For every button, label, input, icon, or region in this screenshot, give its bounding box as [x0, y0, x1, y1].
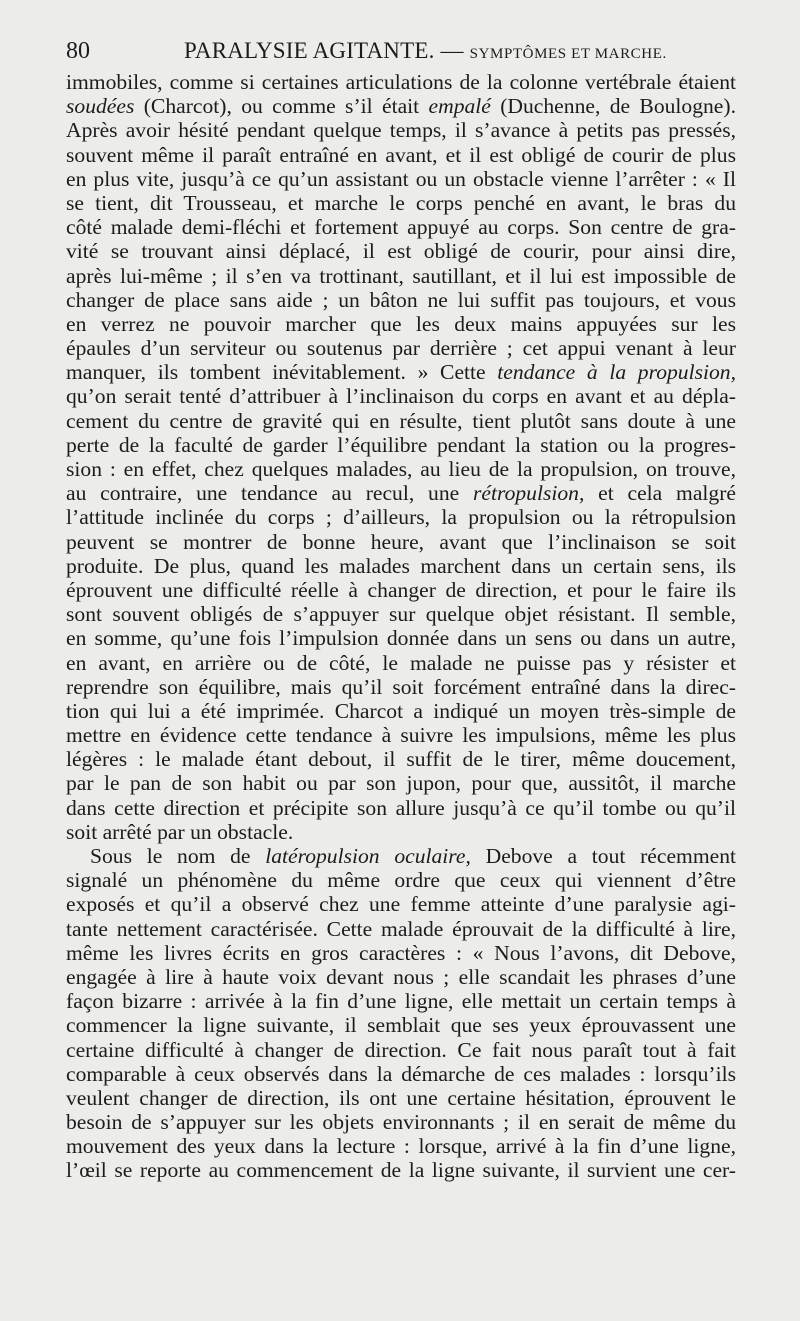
- text-line: [66, 1038, 736, 1062]
- text-line: [66, 965, 736, 989]
- text-run: exposés et qu’il a observé chez une femme atteinte d’une paralysie agi-: [66, 892, 736, 917]
- text-line: [66, 1086, 736, 1110]
- italic-term: empalé: [428, 94, 491, 119]
- text-run: produite. De plus, quand les malades marchent dans un certain sens, ils: [66, 553, 736, 578]
- text-line: [66, 1062, 736, 1086]
- chapter-title: PARALYSIE AGITANTE.: [184, 38, 435, 63]
- text-run: qu’on serait tenté d’attribuer à l’inclinaison du corps en avant et au dépla-: [66, 384, 736, 409]
- text-run: éprouvent une difficulté réelle à changer de direction, et pour le faire ils: [66, 577, 736, 602]
- text-run: Sous le nom de: [90, 844, 266, 868]
- text-line: [66, 239, 736, 263]
- text-run: soit arrêté par un obstacle.: [66, 819, 294, 844]
- text-run: façon bizarre : arrivée à la fin d’une ligne, elle mettait un certain temps à: [66, 989, 736, 1014]
- text-run: épaules d’un serviteur ou soutenus par derrière ; cet appui venant à leur: [66, 336, 736, 361]
- text-line: [66, 336, 736, 360]
- text-run: après lui-même ; il s’en va trottinant, sautillant, et il lui est impossible de: [66, 263, 736, 288]
- text-run: en plus vite, jusqu’à ce qu’un assistant ou un obstacle vienne l’arrêter : « Il: [66, 166, 736, 191]
- text-run: besoin de s’appuyer sur les objets environnants ; il en serait de même du: [66, 1110, 736, 1135]
- text-run: en somme, qu’une fois l’impulsion donnée dans un sens ou dans un autre,: [66, 626, 736, 651]
- running-title: [184, 38, 667, 64]
- text-line: [66, 143, 736, 167]
- italic-term: tendance à la propulsion,: [497, 360, 736, 385]
- text-line: [66, 578, 736, 602]
- text-line: [66, 917, 736, 941]
- text-line: [66, 989, 736, 1013]
- text-run: (Charcot), ou comme s’il était: [134, 94, 429, 119]
- text-line: [66, 70, 736, 94]
- italic-term: rétropulsion,: [472, 481, 585, 506]
- running-header: [66, 38, 738, 68]
- text-line: [66, 360, 736, 384]
- text-run: mettre en évidence cette tendance à suivre les impulsions, même les plus: [66, 723, 736, 748]
- text-line: [66, 167, 736, 191]
- text-line: [66, 699, 736, 723]
- text-run: immobiles, comme si certaines articulations de la colonne vertébrale étaient: [66, 70, 736, 94]
- text-line: [66, 844, 736, 868]
- text-run: comparable à ceux observés dans la démarche de ces malades : lorsqu’ils: [66, 1061, 736, 1086]
- text-line: [66, 651, 736, 675]
- text-run: et cela malgré: [584, 481, 736, 506]
- text-run: manquer, ils tombent inévitablement. » Cette: [66, 360, 498, 385]
- text-run: côté malade demi-fléchi et fortement appuyé au corps. Son centre de gra-: [66, 215, 736, 240]
- text-run: mouvement des yeux dans la lecture : lorsque, arrivé à la fin d’une ligne,: [66, 1134, 736, 1159]
- text-run: perte de la faculté de garder l’équilibre pendant la station ou la progres-: [66, 432, 736, 457]
- text-run: souvent même il paraît entraîné en avant, et il est obligé de courir de plus: [66, 142, 736, 167]
- text-line: [66, 1134, 736, 1158]
- text-line: [66, 530, 736, 554]
- text-run: sont souvent obligés de s’appuyer sur quelque objet résistant. Il semble,: [66, 602, 736, 627]
- text-run: vité se trouvant ainsi déplacé, il est obligé de courir, pour ainsi dire,: [66, 239, 736, 264]
- text-line: [66, 723, 736, 747]
- text-line: [66, 409, 736, 433]
- text-run: (Duchenne, de Boulogne).: [490, 94, 736, 119]
- text-line: [66, 747, 736, 771]
- text-line: [66, 868, 736, 892]
- page-number: 80: [66, 38, 90, 64]
- text-line: [66, 675, 736, 699]
- text-line: [66, 118, 736, 142]
- text-line: [66, 215, 736, 239]
- text-run: tante nettement caractérisée. Cette malade éprouvait de la difficulté à lire,: [66, 916, 736, 941]
- text-line: [66, 94, 736, 118]
- text-run: par le pan de son habit ou par son jupon, pour que, aussitôt, il marche: [66, 771, 736, 796]
- text-run: Après avoir hésité pendant quelque temps, il s’avance à petits pas pressés,: [66, 118, 736, 143]
- italic-term: latéropulsion oculaire,: [265, 844, 471, 868]
- text-line: [66, 771, 736, 795]
- text-line: [66, 626, 736, 650]
- text-line: [66, 796, 736, 820]
- text-line: [66, 602, 736, 626]
- text-line: [66, 288, 736, 312]
- text-run: l’œil se reporte au commencement de la ligne suivante, il survient une cer-: [66, 1158, 736, 1183]
- italic-term: soudées: [66, 94, 135, 119]
- text-run: commencer la ligne suivante, il semblait que ses yeux éprouvassent une: [66, 1013, 736, 1038]
- text-line: [66, 554, 736, 578]
- text-line: [66, 892, 736, 916]
- text-line: [66, 1158, 736, 1182]
- text-line: [66, 481, 736, 505]
- text-run: sion : en effet, chez quelques malades, au lieu de la propulsion, on trouve,: [66, 457, 736, 481]
- text-run: légères : le malade étant debout, il suffit de le tirer, même doucement,: [66, 747, 736, 772]
- text-run: au contraire, une tendance au recul, une: [66, 481, 473, 506]
- text-line: [66, 191, 736, 215]
- text-run: l’attitude inclinée du corps ; d’ailleurs, la propulsion ou la rétropulsion: [66, 505, 736, 530]
- text-run: en verrez ne pouvoir marcher que les deux mains appuyées sur les: [66, 311, 736, 336]
- text-line: [66, 264, 736, 288]
- text-run: se tient, dit Trousseau, et marche le corps penché en avant, le bras du: [66, 190, 736, 215]
- title-dash: —: [440, 38, 464, 63]
- body-text: [66, 70, 736, 1183]
- text-run: engagée à lire à haute voix devant nous ; elle scandait les phrases d’une: [66, 964, 736, 989]
- text-run: veulent changer de direction, ils ont une certaine hésitation, éprouvent le: [66, 1085, 736, 1110]
- section-subtitle: SYMPTÔMES ET MARCHE.: [469, 46, 667, 62]
- text-line: [66, 312, 736, 336]
- text-line: [66, 505, 736, 529]
- text-line: [66, 1013, 736, 1037]
- text-run: tion qui lui a été imprimée. Charcot a indiqué un moyen très-simple de: [66, 698, 736, 723]
- text-run: certaine difficulté à changer de direction. Ce fait nous paraît tout à fait: [66, 1037, 736, 1062]
- text-line: [66, 941, 736, 965]
- text-run: signalé un phénomène du même ordre que ceux qui viennent d’être: [66, 868, 736, 893]
- text-line: [66, 457, 736, 481]
- text-run: changer de place sans aide ; un bâton ne lui suffit pas toujours, et vous: [66, 287, 736, 312]
- text-run: peuvent se montrer de bonne heure, avant que l’inclinaison se soit: [66, 529, 736, 554]
- text-line: [66, 1110, 736, 1134]
- text-line: [66, 433, 736, 457]
- text-run: reprendre son équilibre, mais qu’il soit forcément entraîné dans la direc-: [66, 674, 736, 699]
- text-line: [66, 384, 736, 408]
- text-run: Debove a tout récemment: [470, 844, 737, 868]
- text-run: cement du centre de gravité qui en résulte, tient plutôt sans doute à une: [66, 408, 736, 433]
- text-run: en avant, en arrière ou de côté, le malade ne puisse pas y résister et: [66, 650, 736, 675]
- text-run: même les livres écrits en gros caractères : « Nous l’avons, dit Debove,: [66, 940, 736, 965]
- text-line: [66, 820, 736, 844]
- text-run: dans cette direction et précipite son allure jusqu’à ce qu’il tombe ou qu’il: [66, 795, 736, 820]
